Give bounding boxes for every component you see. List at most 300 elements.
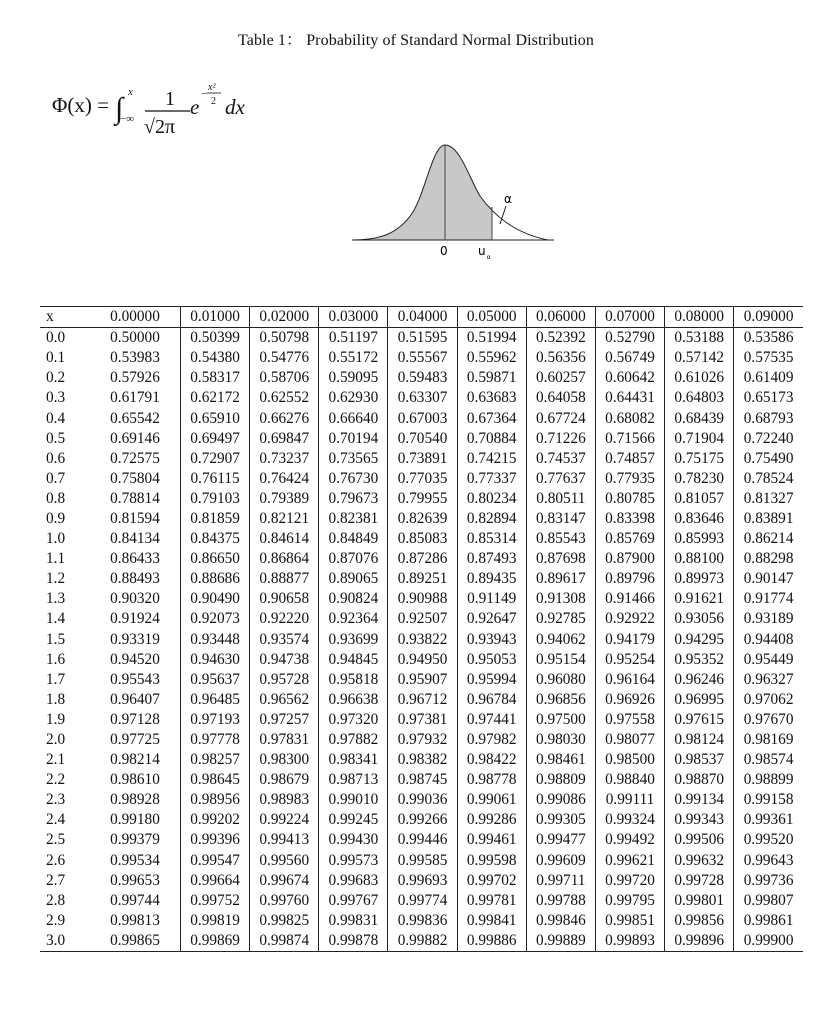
row-x-label: 0.9 [46,509,66,527]
row-x-label: 2.3 [46,791,66,809]
table-cell: 0.99896 [665,931,734,952]
column-header: 0.04000 [388,307,457,328]
table-cell: 0.99807 [734,891,803,911]
table-cell: 0.99396 [181,830,250,850]
table-cell: 0.96995 [665,690,734,710]
table-cell: 0.70540 [388,429,457,449]
table-cell: 0.97932 [388,730,457,750]
table-cell: 0.82381 [319,509,388,529]
table-cell: 0.82894 [457,509,526,529]
table-cell: 0.76115 [181,469,250,489]
table-cell: 0.81057 [665,489,734,509]
table-cell: 0.98778 [457,770,526,790]
table-cell: 0.84134 [110,530,160,548]
table-cell: 0.58317 [181,368,250,388]
table-cell: 0.72575 [110,449,160,467]
table-cell: 0.98077 [595,730,664,750]
table-cell: 0.83147 [526,509,595,529]
row-x-label: 0.5 [46,429,66,447]
table-cell: 0.98030 [526,730,595,750]
table-cell: 0.72907 [181,449,250,469]
table-cell: 0.97500 [526,710,595,730]
table-cell: 0.92073 [181,609,250,629]
table-cell: 0.84849 [319,529,388,549]
table-cell: 0.99492 [595,830,664,850]
table-cell: 0.97381 [388,710,457,730]
table-cell: 0.94179 [595,630,664,650]
table-cell: 0.99841 [457,911,526,931]
row-x-label: 0.0 [46,329,66,347]
table-cell: 0.65542 [110,409,160,427]
table-cell: 0.99760 [250,891,319,911]
row-x-label: 2.6 [46,851,66,869]
table-cell: 0.98214 [110,751,160,769]
table-cell: 0.96485 [181,690,250,710]
table-cell: 0.77035 [388,469,457,489]
table-cell: 0.99711 [526,871,595,891]
table-cell: 0.88298 [734,549,803,569]
table-cell: 0.97441 [457,710,526,730]
table-cell: 0.99856 [665,911,734,931]
table-row [40,710,803,730]
table-cell: 0.99693 [388,871,457,891]
row-x-label: 2.5 [46,831,66,849]
table-cell: 0.90824 [319,589,388,609]
column-header-x: x [40,307,90,328]
row-x-label: 0.4 [46,409,66,427]
table-cell: 0.86433 [110,550,160,568]
table-cell: 0.50399 [181,328,250,349]
table-cell: 0.98899 [734,770,803,790]
table-cell: 0.97062 [734,690,803,710]
table-row [40,670,803,690]
table-cell: 0.76730 [319,469,388,489]
table-cell: 0.99324 [595,810,664,830]
row-x-label: 0.2 [46,369,66,387]
table-cell: 0.91621 [665,589,734,609]
table-cell: 0.99202 [181,810,250,830]
table-cell: 0.99477 [526,830,595,850]
row-x-label: 2.1 [46,751,66,769]
table-cell: 0.96784 [457,690,526,710]
row-x-label: 2.2 [46,771,66,789]
table-cell: 0.99134 [665,790,734,810]
table-cell: 0.62172 [181,388,250,408]
table-cell: 0.99801 [665,891,734,911]
row-x-label: 2.7 [46,871,66,889]
table-row [40,911,803,931]
table-cell: 0.99865 [90,931,181,952]
table-cell: 0.99305 [526,810,595,830]
table-cell: 0.78814 [110,489,160,507]
row-x-label: 2.8 [46,891,66,909]
formula-dx: dx [225,95,245,119]
table-cell: 0.98537 [665,750,734,770]
table-cell: 0.86214 [734,529,803,549]
table-cell: 0.99520 [734,830,803,850]
row-x-label: 1.3 [46,590,66,608]
table-cell: 0.83891 [734,509,803,529]
table-row [40,569,803,589]
table-cell: 0.99813 [110,911,160,929]
page-title: Table 1： Probability of Standard Normal Distribution [237,32,595,49]
table-cell: 0.89065 [319,569,388,589]
table-cell: 0.99674 [250,871,319,891]
table-cell: 0.69146 [110,429,160,447]
table-cell: 0.95907 [388,670,457,690]
table-cell: 0.90147 [734,569,803,589]
table-row [40,750,803,770]
table-cell: 0.95154 [526,650,595,670]
fraction-numerator: 1 [165,88,175,110]
table-cell: 0.88493 [110,570,160,588]
table-cell: 0.93448 [181,630,250,650]
table-cell: 0.96856 [526,690,595,710]
table-cell: 0.73891 [388,449,457,469]
table-cell: 0.86864 [250,549,319,569]
table-cell: 0.98422 [457,750,526,770]
table-cell: 0.57926 [110,369,160,387]
table-cell: 0.94520 [110,650,160,668]
column-header: 0.08000 [665,307,734,328]
table-cell: 0.95543 [110,670,160,688]
table-cell: 0.99878 [319,931,388,952]
table-cell: 0.85543 [526,529,595,549]
table-cell: 0.87493 [457,549,526,569]
table-cell: 0.55172 [319,348,388,368]
column-header: 0.01000 [181,307,250,328]
table-cell: 0.96080 [526,670,595,690]
table-cell: 0.99111 [595,790,664,810]
table-cell: 0.97882 [319,730,388,750]
table-cell: 0.70194 [319,429,388,449]
exp-denominator: 2 [211,96,216,107]
table-row [40,810,803,830]
table-cell: 0.99702 [457,871,526,891]
table-cell: 0.75490 [734,449,803,469]
table-cell: 0.70884 [457,429,526,449]
table-row [40,489,803,509]
row-x-label: 2.4 [46,811,66,829]
table-cell: 0.99573 [319,851,388,871]
table-row [40,549,803,569]
table-cell: 0.92785 [526,609,595,629]
table-cell: 0.98169 [734,730,803,750]
table-cell: 0.98574 [734,750,803,770]
table-header-row [40,307,803,328]
table-cell: 0.93574 [250,630,319,650]
table-cell: 0.99846 [526,911,595,931]
table-cell: 0.65910 [181,408,250,428]
table-row [40,529,803,549]
table-cell: 0.91466 [595,589,664,609]
table-cell: 0.98745 [388,770,457,790]
row-x-label: 1.0 [46,530,66,548]
row-x-label: 1.4 [46,610,66,628]
table-cell: 0.61409 [734,368,803,388]
table-cell: 0.98679 [250,770,319,790]
table-cell: 0.71566 [595,429,664,449]
table-row [40,690,803,710]
table-cell: 0.89617 [526,569,595,589]
table-cell: 0.79103 [181,489,250,509]
table-cell: 0.75175 [665,449,734,469]
table-cell: 0.99245 [319,810,388,830]
table-cell: 0.96327 [734,670,803,690]
table-cell: 0.64058 [526,388,595,408]
table-cell: 0.96562 [250,690,319,710]
table-cell: 0.98956 [181,790,250,810]
table-cell: 0.51595 [388,328,457,349]
table-cell: 0.99781 [457,891,526,911]
row-x-label: 3.0 [40,931,90,952]
table-cell: 0.97670 [734,710,803,730]
table-cell: 0.98983 [250,790,319,810]
table-cell: 0.99010 [319,790,388,810]
integral-lower-limit: −∞ [120,113,135,125]
table-cell: 0.60642 [595,368,664,388]
table-cell: 0.99547 [181,851,250,871]
table-cell: 0.76424 [250,469,319,489]
table-row [40,630,803,650]
table-cell: 0.94738 [250,650,319,670]
table-cell: 0.80785 [595,489,664,509]
table-cell: 0.79389 [250,489,319,509]
table-row [40,871,803,891]
table-cell: 0.62552 [250,388,319,408]
table-cell: 0.99286 [457,810,526,830]
table-cell: 0.57535 [734,348,803,368]
table-cell: 0.93056 [665,609,734,629]
table-cell: 0.63307 [388,388,457,408]
table-cell: 0.74537 [526,449,595,469]
table-cell: 0.54776 [250,348,319,368]
table-cell: 0.74857 [595,449,664,469]
table-cell: 0.95818 [319,670,388,690]
table-cell: 0.87698 [526,549,595,569]
row-x-label: 1.1 [46,550,66,568]
table-cell: 0.73565 [319,449,388,469]
table-cell: 0.99819 [181,911,250,931]
table-cell: 0.99621 [595,851,664,871]
table-cell: 0.99506 [665,830,734,850]
normal-curve-figure [348,140,560,268]
table-cell: 0.64803 [665,388,734,408]
table-row [40,449,803,469]
table-cell: 0.87286 [388,549,457,569]
column-header: 0.03000 [319,307,388,328]
table-cell: 0.59095 [319,368,388,388]
row-x-label: 1.8 [46,690,66,708]
table-cell: 0.81859 [181,509,250,529]
table-cell: 0.96246 [665,670,734,690]
table-cell: 0.98870 [665,770,734,790]
table-cell: 0.69847 [250,429,319,449]
table-cell: 0.99632 [665,851,734,871]
table-cell: 0.61026 [665,368,734,388]
table-cell: 0.98928 [110,791,160,809]
table-cell: 0.99643 [734,851,803,871]
table-cell: 0.99585 [388,851,457,871]
table-cell: 0.71904 [665,429,734,449]
table-cell: 0.99036 [388,790,457,810]
table-cell: 0.53586 [734,328,803,349]
table-cell: 0.55962 [457,348,526,368]
column-header: 0.06000 [526,307,595,328]
table-cell: 0.71226 [526,429,595,449]
table-cell: 0.99851 [595,911,664,931]
zero-label: 0 [440,244,448,258]
table-cell: 0.99831 [319,911,388,931]
table-cell: 0.82639 [388,509,457,529]
table-cell: 0.99446 [388,830,457,850]
fraction-denominator: √2π [144,116,176,138]
table-cell: 0.85314 [457,529,526,549]
table-cell: 0.56356 [526,348,595,368]
table-cell: 0.97128 [110,710,160,728]
table-row [40,368,803,388]
row-x-label: 1.6 [46,650,66,668]
table-cell: 0.88686 [181,569,250,589]
table-cell: 0.59871 [457,368,526,388]
table-cell: 0.94950 [388,650,457,670]
table-cell: 0.97725 [110,731,160,749]
table-cell: 0.83398 [595,509,664,529]
row-x-label: 1.7 [46,670,66,688]
table-cell: 0.99086 [526,790,595,810]
table-cell: 0.99774 [388,891,457,911]
table-cell: 0.96926 [595,690,664,710]
row-x-label: 1.5 [46,630,66,648]
table-cell: 0.58706 [250,368,319,388]
table-cell: 0.78524 [734,469,803,489]
table-cell: 0.95053 [457,650,526,670]
table-row [40,348,803,368]
table-cell: 0.99061 [457,790,526,810]
row-x-label: 1.9 [46,710,66,728]
table-cell: 0.77337 [457,469,526,489]
table-cell: 0.67364 [457,408,526,428]
row-x-label: 0.1 [46,349,66,367]
integral-upper-limit: x [128,86,133,98]
table-cell: 0.66276 [250,408,319,428]
table-row [40,408,803,428]
table-cell: 0.52392 [526,328,595,349]
table-cell: 0.99886 [457,931,526,952]
exp-numerator: x² [208,82,216,93]
table-cell: 0.97831 [250,730,319,750]
table-cell: 0.96407 [110,690,160,708]
table-cell: 0.99836 [388,911,457,931]
exp-base: e [190,95,200,119]
table-cell: 0.98840 [595,770,664,790]
table-cell: 0.99664 [181,871,250,891]
table-cell: 0.99598 [457,851,526,871]
table-cell: 0.99767 [319,891,388,911]
table-cell: 0.99461 [457,830,526,850]
table-cell: 0.69497 [181,429,250,449]
table-cell: 0.59483 [388,368,457,388]
table-row [40,650,803,670]
table-cell: 0.90658 [250,589,319,609]
column-header: 0.07000 [595,307,664,328]
table-cell: 0.50000 [110,329,160,347]
table-cell: 0.97257 [250,710,319,730]
column-header: 0.09000 [734,307,803,328]
table-cell: 0.91774 [734,589,803,609]
table-cell: 0.92507 [388,609,457,629]
table-cell: 0.60257 [526,368,595,388]
table-row [40,609,803,629]
table-cell: 0.95449 [734,650,803,670]
table-cell: 0.87076 [319,549,388,569]
table-cell: 0.79673 [319,489,388,509]
table-cell: 0.93189 [734,609,803,629]
table-cell: 0.95254 [595,650,664,670]
table-row [40,388,803,408]
table-cell: 0.84614 [250,529,319,549]
table-cell: 0.99653 [110,871,160,889]
table-cell: 0.80511 [526,489,595,509]
table-cell: 0.55567 [388,348,457,368]
table-cell: 0.84375 [181,529,250,549]
table-cell: 0.89251 [388,569,457,589]
table-cell: 0.98610 [110,771,160,789]
formula-lhs: Φ(x) = [52,93,109,117]
row-x-label: 2.0 [46,731,66,749]
table-row [40,770,803,790]
table-cell: 0.53983 [110,349,160,367]
table-cell: 0.61791 [110,389,160,407]
table-cell: 0.51994 [457,328,526,349]
table-cell: 0.94845 [319,650,388,670]
table-cell: 0.54380 [181,348,250,368]
table-cell: 0.93822 [388,630,457,650]
table-row [40,790,803,810]
table-cell: 0.97982 [457,730,526,750]
table-cell: 0.67003 [388,408,457,428]
table-cell: 0.68793 [734,408,803,428]
table-cell: 0.99728 [665,871,734,891]
table-cell: 0.99224 [250,810,319,830]
column-header: 0.02000 [250,307,319,328]
table-cell: 0.98461 [526,750,595,770]
table-cell: 0.85083 [388,529,457,549]
table-cell: 0.85993 [665,529,734,549]
table-row [40,830,803,850]
table-cell: 0.68439 [665,408,734,428]
integral-sign: ∫ [115,92,124,125]
table-cell: 0.92220 [250,609,319,629]
table-row [40,891,803,911]
table-cell: 0.98124 [665,730,734,750]
table-cell: 0.93943 [457,630,526,650]
table-cell: 0.66640 [319,408,388,428]
table-cell: 0.99788 [526,891,595,911]
table-cell: 0.95994 [457,670,526,690]
table-cell: 0.81594 [110,509,160,527]
table-cell: 0.88100 [665,549,734,569]
table-cell: 0.82121 [250,509,319,529]
table-cell: 0.99825 [250,911,319,931]
table-cell: 0.63683 [457,388,526,408]
table-body [40,328,803,952]
row-x-label: 0.6 [46,449,66,467]
table-cell: 0.93319 [110,630,160,648]
table-row [40,509,803,529]
table-cell: 0.99752 [181,891,250,911]
table-cell: 0.99158 [734,790,803,810]
